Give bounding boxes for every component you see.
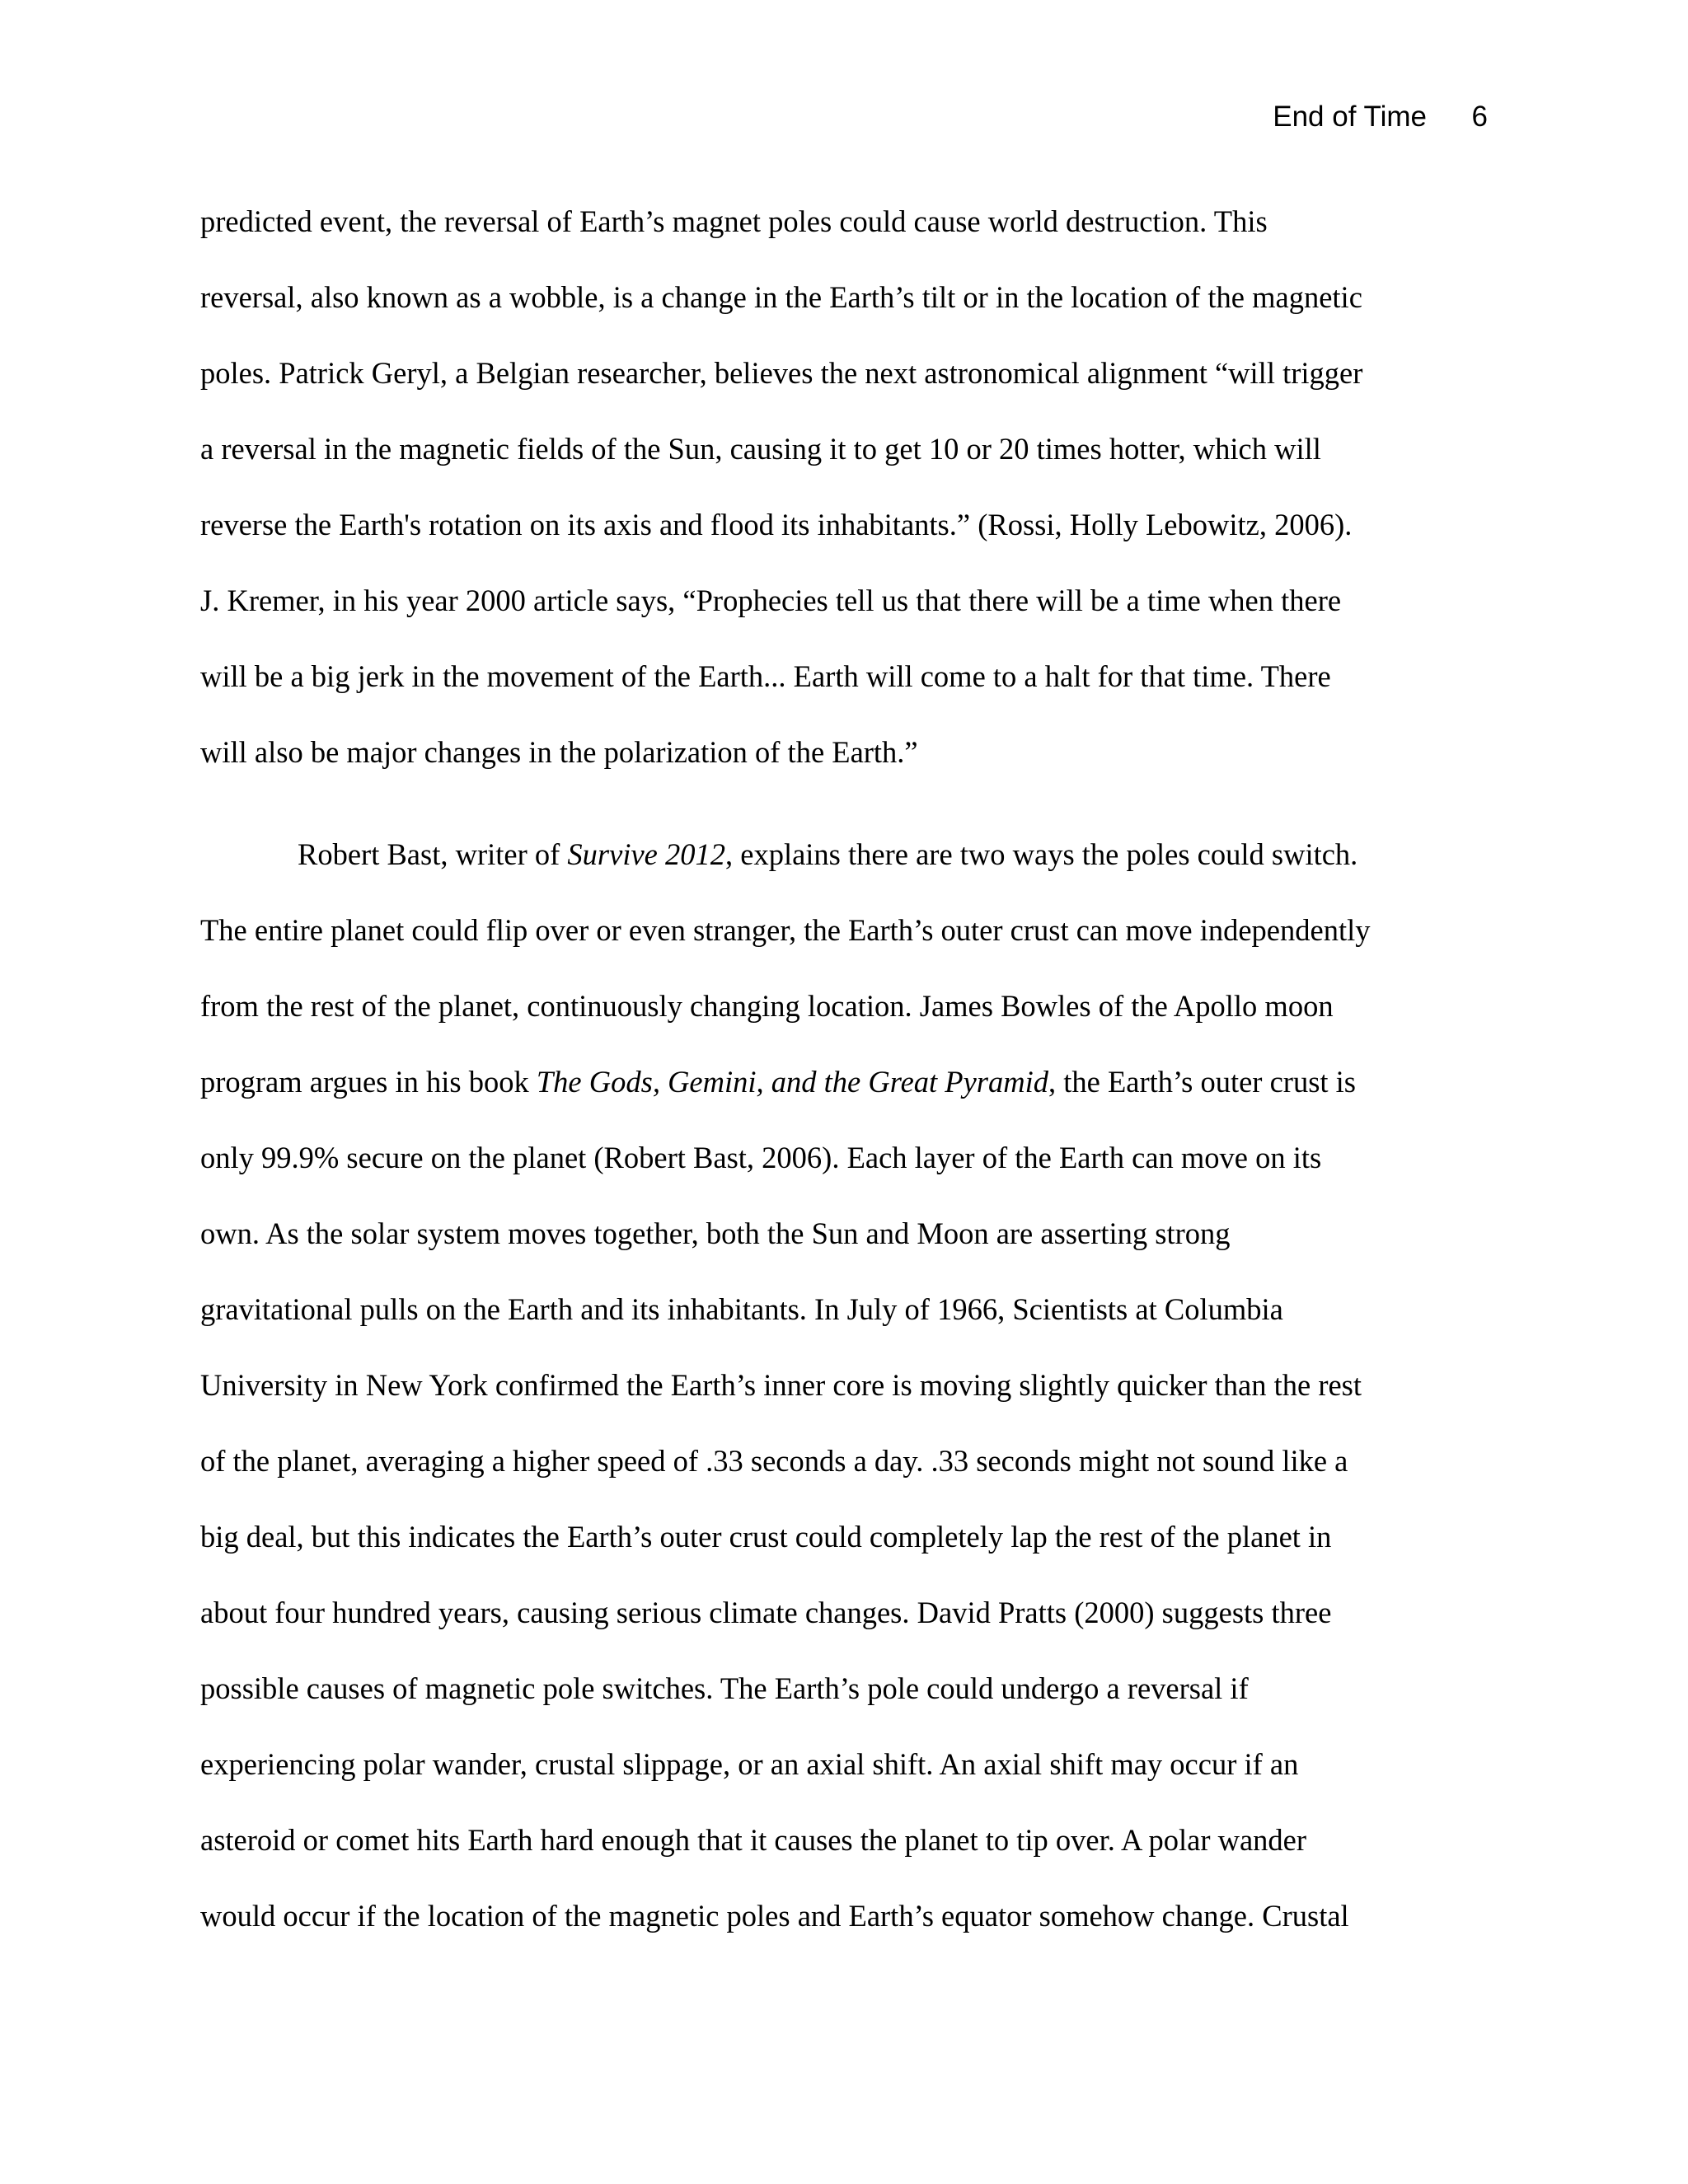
- text-line: about four hundred years, causing serious climate changes. David Pratts (2000) suggests three: [200, 1596, 1332, 1629]
- text-line: reverse the Earth's rotation on its axis and flood its inhabitants.” (Rossi, Holly Lebowitz, 2006).: [200, 508, 1353, 541]
- text-line: only 99.9% secure on the planet (Robert Bast, 2006). Each layer of the Earth can move on its: [200, 1141, 1322, 1174]
- text-line: of the planet, averaging a higher speed of .33 seconds a day. .33 seconds might not sound like a: [200, 1444, 1348, 1478]
- header-title: End of Time: [1273, 101, 1427, 133]
- text-line: from the rest of the planet, continuously changing location. James Bowles of the Apollo moon: [200, 989, 1334, 1023]
- document-body: [200, 198, 1488, 1968]
- text-line: will be a big jerk in the movement of the Earth... Earth will come to a halt for that time. There: [200, 659, 1331, 693]
- text-line: University in New York confirmed the Earth’s inner core is moving slightly quicker than the rest: [200, 1368, 1362, 1402]
- text-line: big deal, but this indicates the Earth’s outer crust could completely lap the rest of the planet in: [200, 1520, 1332, 1554]
- text-run: program argues in his book: [200, 1065, 537, 1099]
- paragraph-2: [200, 831, 1488, 1968]
- book-title-survive-2012: Survive 2012: [567, 837, 725, 871]
- text-line: would occur if the location of the magnetic poles and Earth’s equator somehow change. Crustal: [200, 1899, 1349, 1933]
- text-line: gravitational pulls on the Earth and its inhabitants. In July of 1966, Scientists at Columbia: [200, 1292, 1283, 1326]
- text-line: a reversal in the magnetic fields of the Sun, causing it to get 10 or 20 times hotter, which will: [200, 432, 1321, 466]
- text-run: Robert Bast, writer of: [298, 837, 568, 871]
- text-line: possible causes of magnetic pole switches. The Earth’s pole could undergo a reversal if: [200, 1671, 1249, 1705]
- page-number: 6: [1471, 101, 1488, 133]
- text-line: [200, 1058, 1488, 1134]
- text-line: experiencing polar wander, crustal slippage, or an axial shift. An axial shift may occur if an: [200, 1747, 1299, 1781]
- text-line: reversal, also known as a wobble, is a change in the Earth’s tilt or in the location of the magnetic: [200, 280, 1362, 314]
- text-line: asteroid or comet hits Earth hard enough that it causes the planet to tip over. A polar wander: [200, 1823, 1307, 1857]
- text-line: [200, 831, 1488, 907]
- text-line: J. Kremer, in his year 2000 article says, “Prophecies tell us that there will be a time when there: [200, 583, 1342, 617]
- text-line: The entire planet could flip over or even stranger, the Earth’s outer crust can move independently: [200, 913, 1371, 947]
- running-header: [200, 99, 1688, 135]
- text-line: predicted event, the reversal of Earth’s magnet poles could cause world destruction. This: [200, 204, 1268, 238]
- book-title-gods-gemini-pyramid: The Gods, Gemini, and the Great Pyramid: [536, 1065, 1048, 1099]
- text-line: will also be major changes in the polarization of the Earth.”: [200, 735, 918, 769]
- text-line: poles. Patrick Geryl, a Belgian researcher, believes the next astronomical alignment “will trigger: [200, 356, 1363, 390]
- text-line: own. As the solar system moves together, both the Sun and Moon are asserting strong: [200, 1216, 1231, 1250]
- paragraph-1: [200, 198, 1488, 804]
- text-run: , the Earth’s outer crust is: [1048, 1065, 1357, 1099]
- text-run: , explains there are two ways the poles could switch.: [725, 837, 1358, 871]
